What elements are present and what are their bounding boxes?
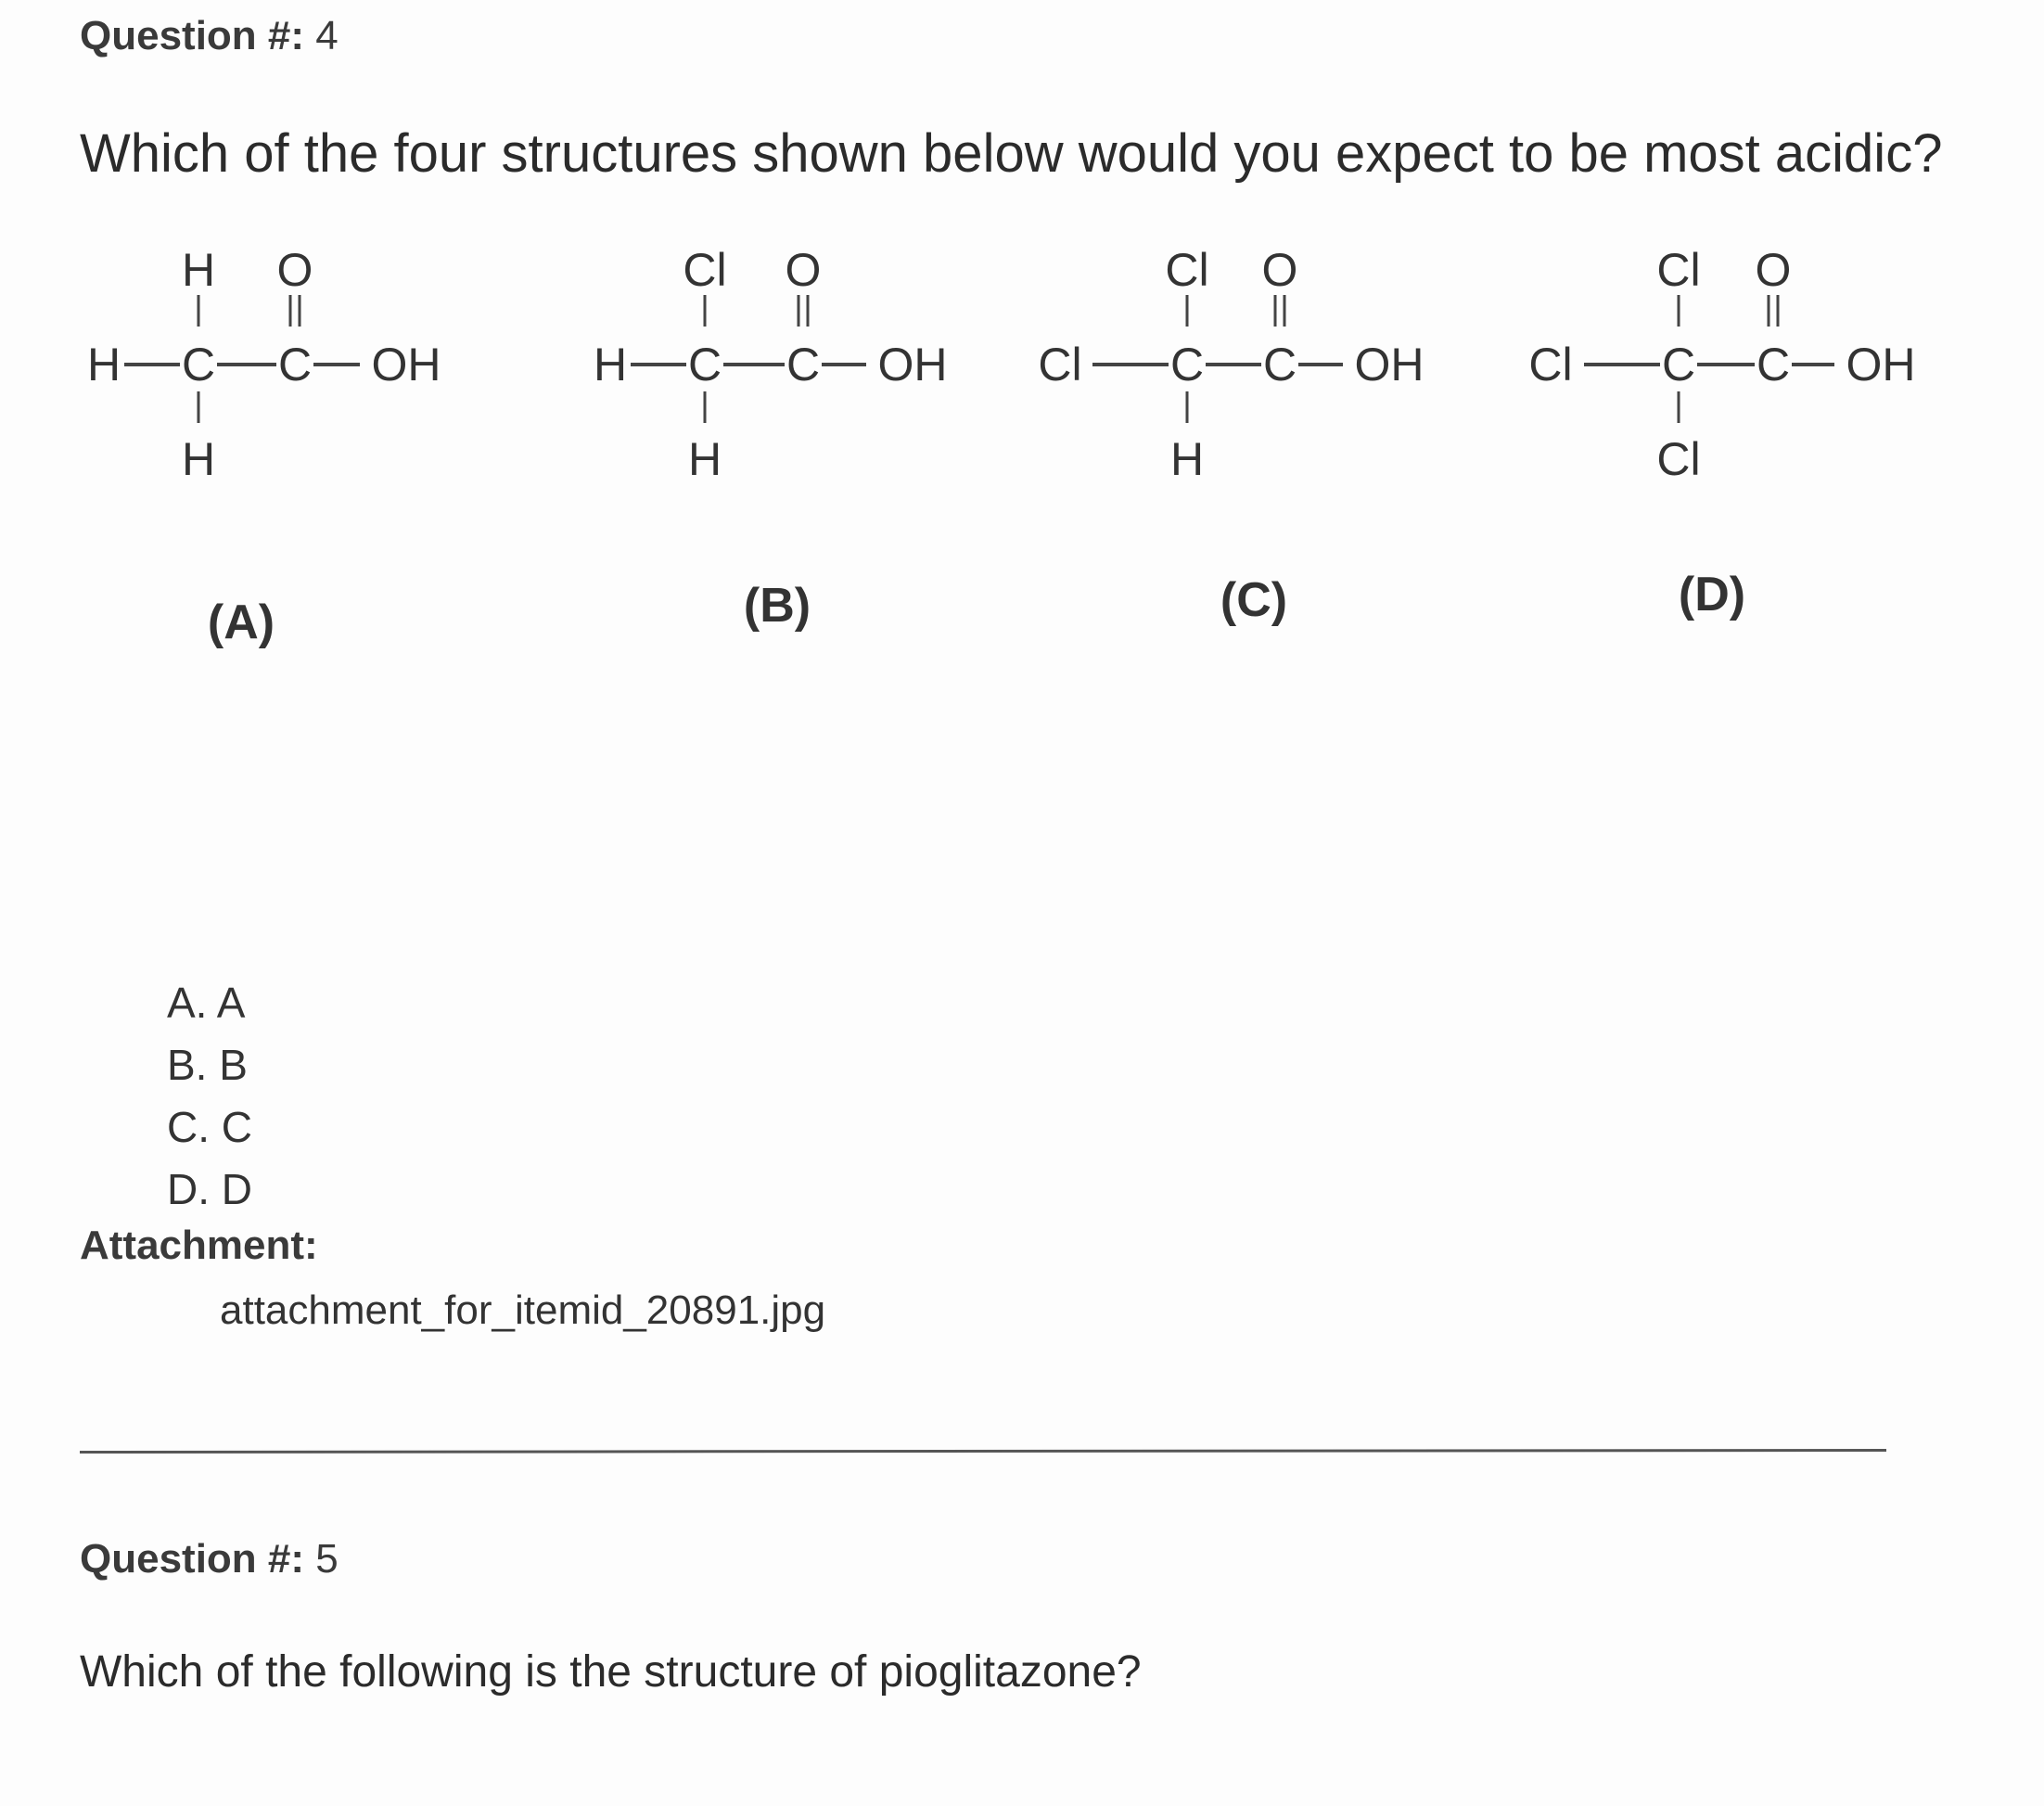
choice-c[interactable]: C. C <box>167 1103 252 1151</box>
structure-c-alpha-carbon: C <box>1169 339 1205 391</box>
structure-b-carbonyl-carbon: C <box>786 339 821 391</box>
attachment-label: Attachment: <box>80 1223 318 1268</box>
attachment-file-link[interactable]: attachment_for_itemid_20891.jpg <box>220 1287 826 1333</box>
structure-a-bottom-substituent: H <box>181 433 216 485</box>
structure-b-label: (B) <box>743 579 811 633</box>
structure-d-hydroxyl: OH <box>1846 339 1916 391</box>
answer-choices <box>167 972 252 1221</box>
question-5-header <box>80 1536 339 1582</box>
structure-c-carbonyl-oxygen: O <box>1261 244 1298 296</box>
question-5-text: Which of the following is the structure of pioglitazone? <box>80 1647 1142 1697</box>
structure-b-hydroxyl: OH <box>877 339 948 391</box>
structure-d <box>1528 244 1915 621</box>
structure-a <box>87 244 441 649</box>
structure-c-left-substituent: Cl <box>1038 339 1082 391</box>
structure-d-top-substituent: Cl <box>1656 244 1701 296</box>
question-4-text: Which of the four structures shown below would you expect to be most acidic? <box>80 123 1943 184</box>
structure-d-alpha-carbon: C <box>1661 339 1696 391</box>
structure-c-hydroxyl: OH <box>1354 339 1424 391</box>
question-header-label: Question #: <box>80 13 305 58</box>
choice-a[interactable]: A. A <box>167 979 246 1027</box>
structure-d-carbonyl-oxygen: O <box>1755 244 1792 296</box>
structure-a-label: (A) <box>207 596 275 649</box>
question-divider <box>80 1449 1886 1454</box>
structure-d-bottom-substituent: Cl <box>1656 433 1701 485</box>
chemical-structures-figure <box>0 241 2044 668</box>
structure-b-left-substituent: H <box>593 339 628 391</box>
structure-b-top-substituent: Cl <box>683 244 727 296</box>
structure-b-bottom-substituent: H <box>687 433 722 485</box>
choice-b[interactable]: B. B <box>167 1041 248 1089</box>
choice-d[interactable]: D. D <box>167 1165 252 1213</box>
question-number: 5 <box>315 1536 339 1582</box>
structure-d-carbonyl-carbon: C <box>1756 339 1791 391</box>
structure-a-left-substituent: H <box>86 339 121 391</box>
structure-c-carbonyl-carbon: C <box>1262 339 1297 391</box>
structure-b-alpha-carbon: C <box>687 339 722 391</box>
structure-c-label: (C) <box>1220 573 1288 627</box>
structure-a-carbonyl-carbon: C <box>277 339 313 391</box>
question-header-label: Question #: <box>80 1536 305 1582</box>
structure-c <box>1038 244 1424 627</box>
question-4-header <box>80 13 339 59</box>
structure-a-hydroxyl: OH <box>371 339 441 391</box>
question-number: 4 <box>315 13 339 58</box>
structure-c-bottom-substituent: H <box>1169 433 1205 485</box>
structure-a-carbonyl-oxygen: O <box>276 244 313 296</box>
structure-c-top-substituent: Cl <box>1165 244 1209 296</box>
structure-b-carbonyl-oxygen: O <box>785 244 822 296</box>
structure-b <box>594 244 948 633</box>
structure-a-alpha-carbon: C <box>181 339 216 391</box>
structures-svg <box>0 241 2044 668</box>
structure-d-label: (D) <box>1678 568 1746 621</box>
structure-d-left-substituent: Cl <box>1528 339 1573 391</box>
structure-a-top-substituent: H <box>181 244 216 296</box>
